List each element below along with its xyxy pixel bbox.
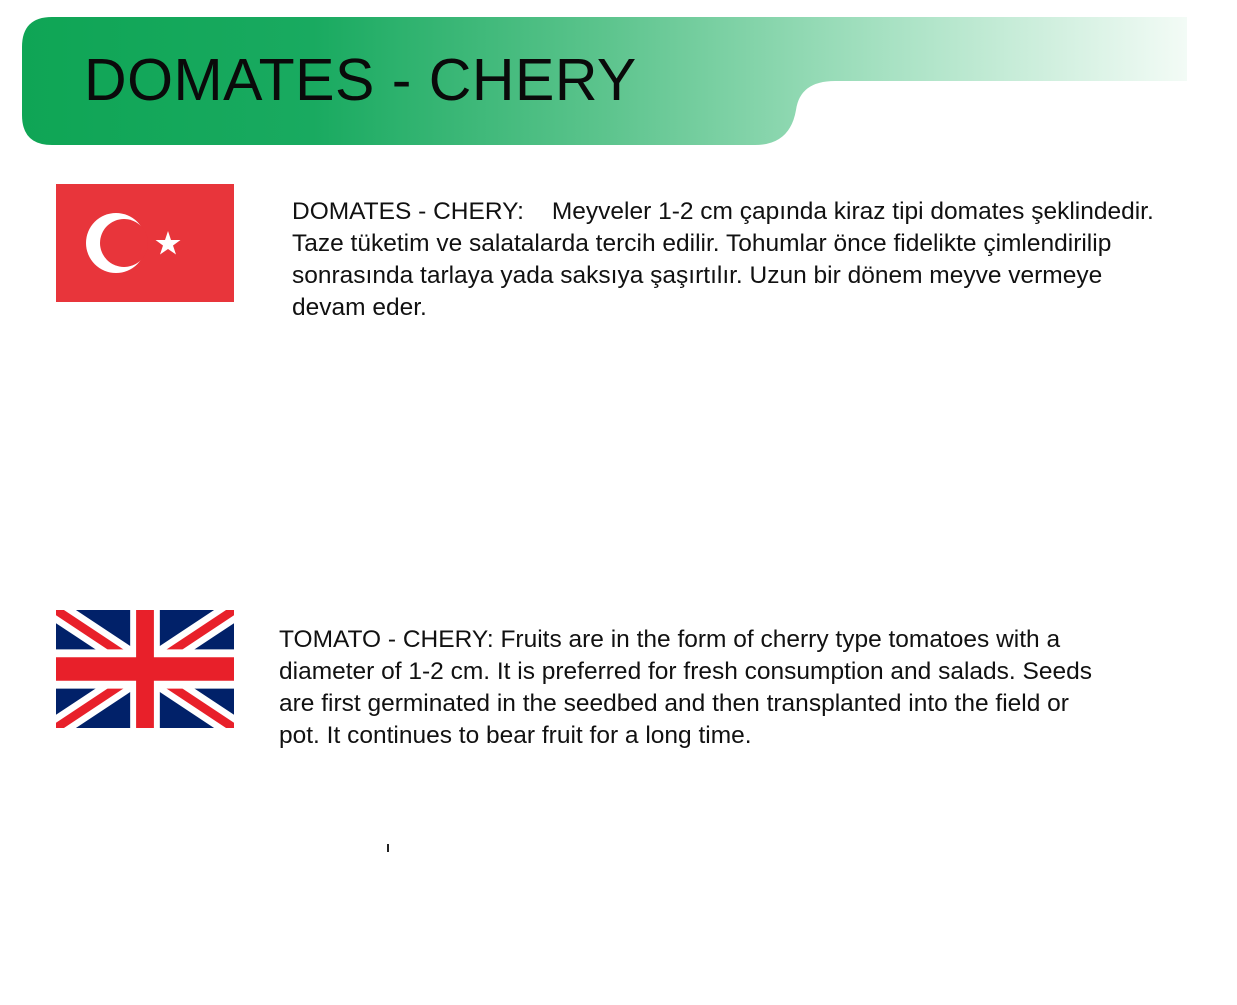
uk-flag-icon xyxy=(56,610,234,728)
page-title: DOMATES - CHERY xyxy=(84,47,637,113)
english-description: TOMATO - CHERY: Fruits are in the form of cherry type tomatoes with a diameter of 1-2 cm. It is preferred for fresh consumption and salads. Seeds are first germinated in the seedbed and then transplanted into the field or pot. It continues to bear fruit for a long time. xyxy=(279,626,1092,749)
turkish-description-text: Meyveler 1-2 cm çapında kiraz tipi domates şeklindedir. Taze tüketim ve salatalarda tercih edilir. Tohumlar önce fidelikte çimlendirilip sonrasında tarlaya yada saksıya şaşırtılır. Uzun bir dönem meyve vermeye devam eder. xyxy=(292,198,1154,321)
turkish-description-label: DOMATES - CHERY: xyxy=(292,198,524,225)
turkey-flag-icon xyxy=(56,184,234,302)
stray-mark xyxy=(387,844,389,852)
turkish-description xyxy=(292,196,1172,324)
